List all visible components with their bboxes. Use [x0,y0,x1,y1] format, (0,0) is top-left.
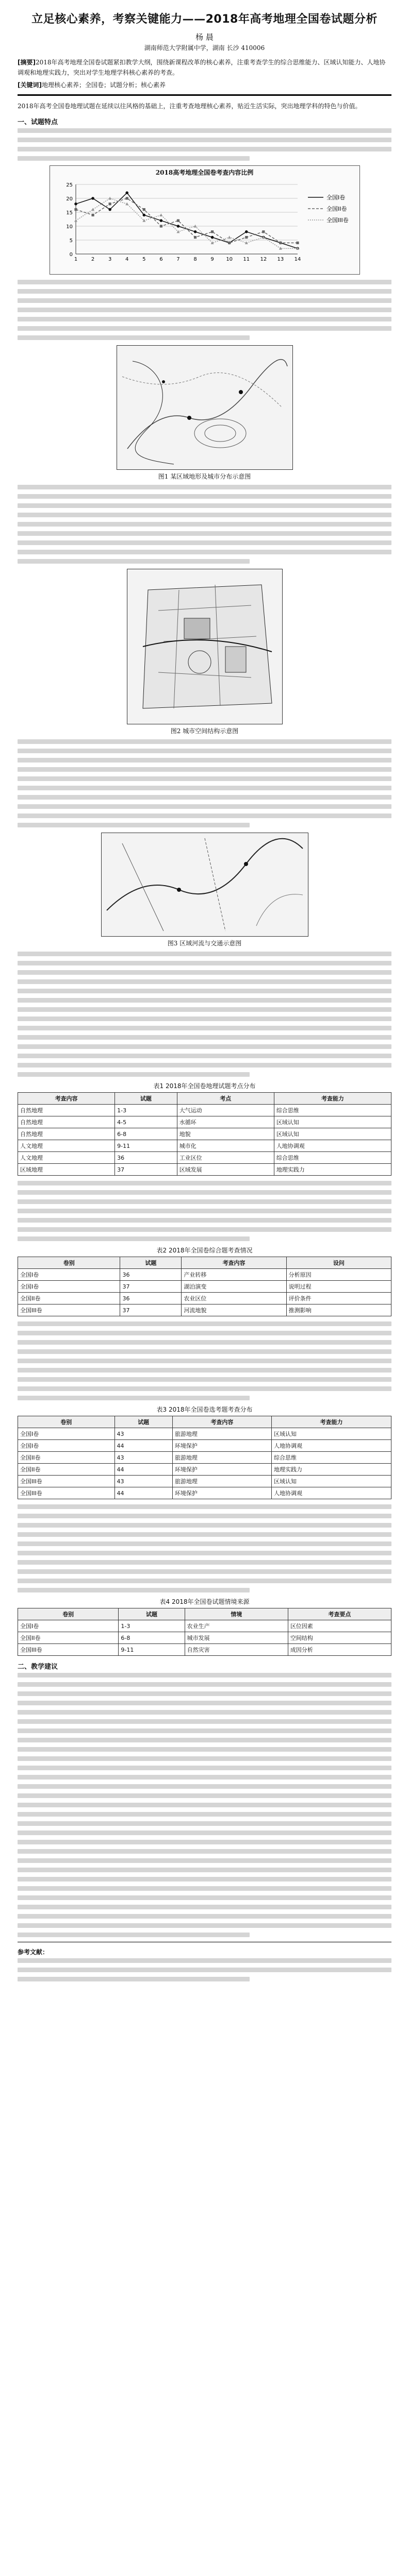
table-row [18,1487,391,1499]
table-row [18,1644,391,1656]
y-tick-label: 20 [66,196,73,202]
abstract-text: 2018年高考地理全国卷试题紧扣教学大纲，围绕新课程改革的核心素养，注重考查学生的综合思维能力、区域认知能力、人地协调观和地理实践力，突出对学生地理学科核心素养的考查。 [18,59,386,76]
body-text-block-3 [18,485,391,564]
table-2-caption: 表2 2018年全国卷综合题考查情况 [156,1247,253,1254]
table-cell: 36 [120,1269,182,1281]
table-cell: 地理实践力 [274,1164,391,1176]
data-point [279,242,282,244]
x-tick-label: 13 [277,257,284,262]
table-cell: 36 [120,1293,182,1304]
table-cell: 地理实践力 [271,1464,391,1476]
table-3-header: 试题 [114,1416,172,1428]
figure-2-map [127,569,283,724]
table-cell: 自然灾害 [185,1644,288,1656]
table-cell: 城市化 [177,1140,274,1152]
table-cell: 37 [120,1304,182,1316]
map-2-graphic [127,569,282,724]
table-cell: 综合思维 [271,1452,391,1464]
abstract-label: [摘要] [18,59,36,66]
table-cell: 地貌 [177,1128,274,1140]
figure-1-caption: 图1 某区域地形及城市分布示意图 [158,473,251,480]
keywords [18,80,391,90]
data-point [193,230,197,233]
table-1-header: 考查能力 [274,1093,391,1105]
table-row [18,1128,391,1140]
body-text-block-9 [18,1673,391,1937]
table-cell: 产业转移 [182,1269,286,1281]
table-cell: 全国II卷 [18,1293,120,1304]
data-point [74,202,77,206]
table-cell: 全国I卷 [18,1281,120,1293]
table-cell: 人地协调观 [271,1487,391,1499]
table-cell: 说明过程 [286,1281,391,1293]
data-point [91,197,94,200]
legend-label: 全国I卷 [326,194,345,201]
table-cell: 43 [114,1428,172,1440]
table-1-grid [18,1092,391,1176]
table-cell: 人文地理 [18,1140,115,1152]
x-tick-label: 7 [176,257,180,262]
table-row [18,1476,391,1487]
y-tick-label: 15 [66,210,73,216]
table-1-header: 试题 [115,1093,177,1105]
table-cell: 37 [120,1281,182,1293]
map-3-graphic [102,833,308,936]
x-tick-label: 6 [159,257,163,262]
table-1-header: 考查内容 [18,1093,115,1105]
figure-3-map [101,833,308,937]
table-cell: 分析原因 [286,1269,391,1281]
table-row [18,1164,391,1176]
table-cell: 自然地理 [18,1105,115,1116]
keywords-text: 地理核心素养；全国卷；试题分析；核心素养 [41,81,166,89]
table-2-header: 卷别 [18,1257,120,1269]
table-cell: 空间结构 [288,1632,391,1644]
x-tick-label: 9 [210,257,214,262]
y-tick-label: 25 [66,182,73,188]
table-1-header: 考点 [177,1093,274,1105]
table-cell: 43 [114,1452,172,1464]
table-row [18,1632,391,1644]
body-text-block-4 [18,739,391,827]
table-3 [18,1405,391,1499]
data-point [108,208,111,211]
table-cell: 旅游地理 [172,1452,271,1464]
table-3-grid [18,1416,391,1499]
table-1 [18,1081,391,1176]
table-cell: 全国III卷 [18,1476,115,1487]
table-4 [18,1597,391,1656]
author-affiliation: 湖南师范大学附属中学，湖南 长沙 410006 [144,44,265,52]
table-2 [18,1246,391,1316]
table-row [18,1140,391,1152]
references-block [18,1958,391,1981]
table-cell: 综合思维 [274,1105,391,1116]
data-point [125,191,128,194]
table-cell: 全国II卷 [18,1452,115,1464]
table-cell: 全国II卷 [18,1464,115,1476]
table-cell: 农业区位 [182,1293,286,1304]
data-point [91,208,94,211]
data-point [210,236,214,239]
table-cell: 44 [114,1440,172,1452]
table-cell: 环境保护 [172,1487,271,1499]
data-point [159,213,162,216]
section-1-heading: 一、试题特点 [18,118,58,126]
table-3-header: 考查内容 [172,1416,271,1428]
y-tick-label: 0 [69,252,73,258]
table-cell: 综合思维 [274,1152,391,1164]
data-point [176,225,179,228]
table-cell: 区域认知 [271,1428,391,1440]
data-point [245,236,248,239]
x-tick-label: 2 [91,257,94,262]
table-cell: 36 [115,1152,177,1164]
table-cell: 推测影响 [286,1304,391,1316]
paper-title: 立足核心素养，考察关键能力——2018年高考地理全国卷试题分析 [31,13,378,26]
body-text-block-8 [18,1504,391,1592]
table-row [18,1452,391,1464]
body-text-block-7 [18,1321,391,1400]
table-cell: 37 [115,1164,177,1176]
table-row [18,1116,391,1128]
x-tick-label: 3 [108,257,111,262]
table-cell: 水循环 [177,1116,274,1128]
table-cell: 区位因素 [288,1620,391,1632]
references-heading: 参考文献： [18,1948,49,1956]
table-row [18,1293,391,1304]
table-4-header: 情境 [185,1608,288,1620]
table-row [18,1281,391,1293]
table-cell: 4-5 [115,1116,177,1128]
table-4-caption: 表4 2018年全国卷试题情境来源 [159,1598,250,1605]
table-1-caption: 表1 2018年全国卷地理试题考点分布 [153,1082,256,1090]
table-cell: 工业区位 [177,1152,274,1164]
table-4-grid [18,1608,391,1656]
data-point [74,219,77,222]
table-2-header: 考查内容 [182,1257,286,1269]
table-cell: 人地协调观 [271,1440,391,1452]
body-text-block-2 [18,280,391,340]
table-cell: 自然地理 [18,1116,115,1128]
table-cell: 环境保护 [172,1440,271,1452]
data-point [227,235,231,239]
table-2-header: 设问 [286,1257,391,1269]
table-4-header: 考查要点 [288,1608,391,1620]
data-point [228,242,231,244]
y-tick-label: 10 [66,224,73,230]
table-cell: 城市发展 [185,1632,288,1644]
data-point [142,208,145,211]
table-4-header: 卷别 [18,1608,119,1620]
table-4-header: 试题 [119,1608,185,1620]
data-point [74,208,77,211]
table-row [18,1428,391,1440]
table-cell: 自然地理 [18,1128,115,1140]
table-cell: 农业生产 [185,1620,288,1632]
table-cell: 44 [114,1487,172,1499]
chart-title: 2018高考地理全国卷考查内容比例 [155,169,254,176]
x-tick-label: 14 [294,257,301,262]
table-row [18,1105,391,1116]
table-cell: 大气运动 [177,1105,274,1116]
table-cell: 全国III卷 [18,1487,115,1499]
table-cell: 全国III卷 [18,1644,119,1656]
table-row [18,1464,391,1476]
data-point [159,225,162,227]
data-point [159,219,162,222]
table-cell: 成因分析 [288,1644,391,1656]
data-point [244,230,248,233]
table-cell: 区域地理 [18,1164,115,1176]
map-1-graphic [117,346,292,469]
data-point [176,219,179,222]
body-text-block-1 [18,128,391,161]
table-2-grid [18,1257,391,1316]
table-cell: 全国I卷 [18,1428,115,1440]
section-2-heading: 二、教学建议 [18,1663,58,1671]
table-cell: 44 [114,1464,172,1476]
table-row [18,1269,391,1281]
body-text-block-5 [18,952,391,1077]
table-row [18,1440,391,1452]
header-rule [18,94,391,96]
keywords-label: [关键词] [18,81,42,89]
table-cell: 全国I卷 [18,1620,119,1632]
table-row [18,1304,391,1316]
table-cell: 人文地理 [18,1152,115,1164]
table-cell: 全国I卷 [18,1269,120,1281]
data-point [125,197,128,199]
table-3-caption: 表3 2018年全国卷选考题考查分布 [156,1406,253,1413]
table-row [18,1152,391,1164]
table-cell: 6-8 [119,1632,185,1644]
table-cell: 43 [114,1476,172,1487]
table-cell: 区域认知 [271,1476,391,1487]
x-tick-label: 1 [74,257,77,262]
x-tick-label: 12 [259,257,267,262]
table-row [18,1620,391,1632]
legend-label: 全国II卷 [326,206,347,212]
data-point [262,230,265,233]
table-cell: 区域认知 [274,1128,391,1140]
table-cell: 6-8 [115,1128,177,1140]
table-cell: 全国III卷 [18,1304,120,1316]
table-cell: 区域认知 [274,1116,391,1128]
body-text-block-6 [18,1181,391,1241]
data-point [142,214,145,217]
table-cell: 评价条件 [286,1293,391,1304]
x-tick-label: 10 [225,257,233,262]
data-point [176,230,179,233]
data-point [296,242,299,244]
data-point [108,202,111,205]
figure-3-caption: 图3 区域河流与交通示意图 [167,940,242,947]
table-3-header: 考查能力 [271,1416,391,1428]
table-cell: 区域发展 [177,1164,274,1176]
series-line [76,198,298,248]
x-tick-label: 4 [125,257,128,262]
x-tick-label: 8 [193,257,197,262]
y-tick-label: 5 [69,238,73,244]
data-point [193,236,196,239]
line-chart [50,165,360,275]
x-tick-label: 5 [142,257,145,262]
table-3-header: 卷别 [18,1416,115,1428]
table-cell: 旅游地理 [172,1476,271,1487]
chart-svg [50,177,359,269]
figure-2-caption: 图2 城市空间结构示意图 [170,727,239,735]
table-cell: 1-3 [119,1620,185,1632]
x-tick-label: 11 [242,257,250,262]
figure-1-map [117,345,293,470]
table-2-header: 试题 [120,1257,182,1269]
table-cell: 河流地貌 [182,1304,286,1316]
author-name: 杨 晨 [195,32,214,42]
table-cell: 全国I卷 [18,1440,115,1452]
table-cell: 9-11 [115,1140,177,1152]
data-point [91,214,94,216]
table-cell: 全国II卷 [18,1632,119,1644]
table-cell: 旅游地理 [172,1428,271,1440]
table-cell: 1-3 [115,1105,177,1116]
table-cell: 湖泊演变 [182,1281,286,1293]
table-cell: 9-11 [119,1644,185,1656]
data-point [211,230,214,233]
data-point [125,202,128,206]
legend-label: 全国III卷 [326,217,349,224]
intro-paragraph: 2018年高考全国卷地理试题在延续以往风格的基础上，注重考查地理核心素养，贴近生活实际，突出地理学科的特色与价值。 [18,103,362,110]
abstract [18,57,391,78]
table-cell: 人地协调观 [274,1140,391,1152]
table-cell: 环境保护 [172,1464,271,1476]
